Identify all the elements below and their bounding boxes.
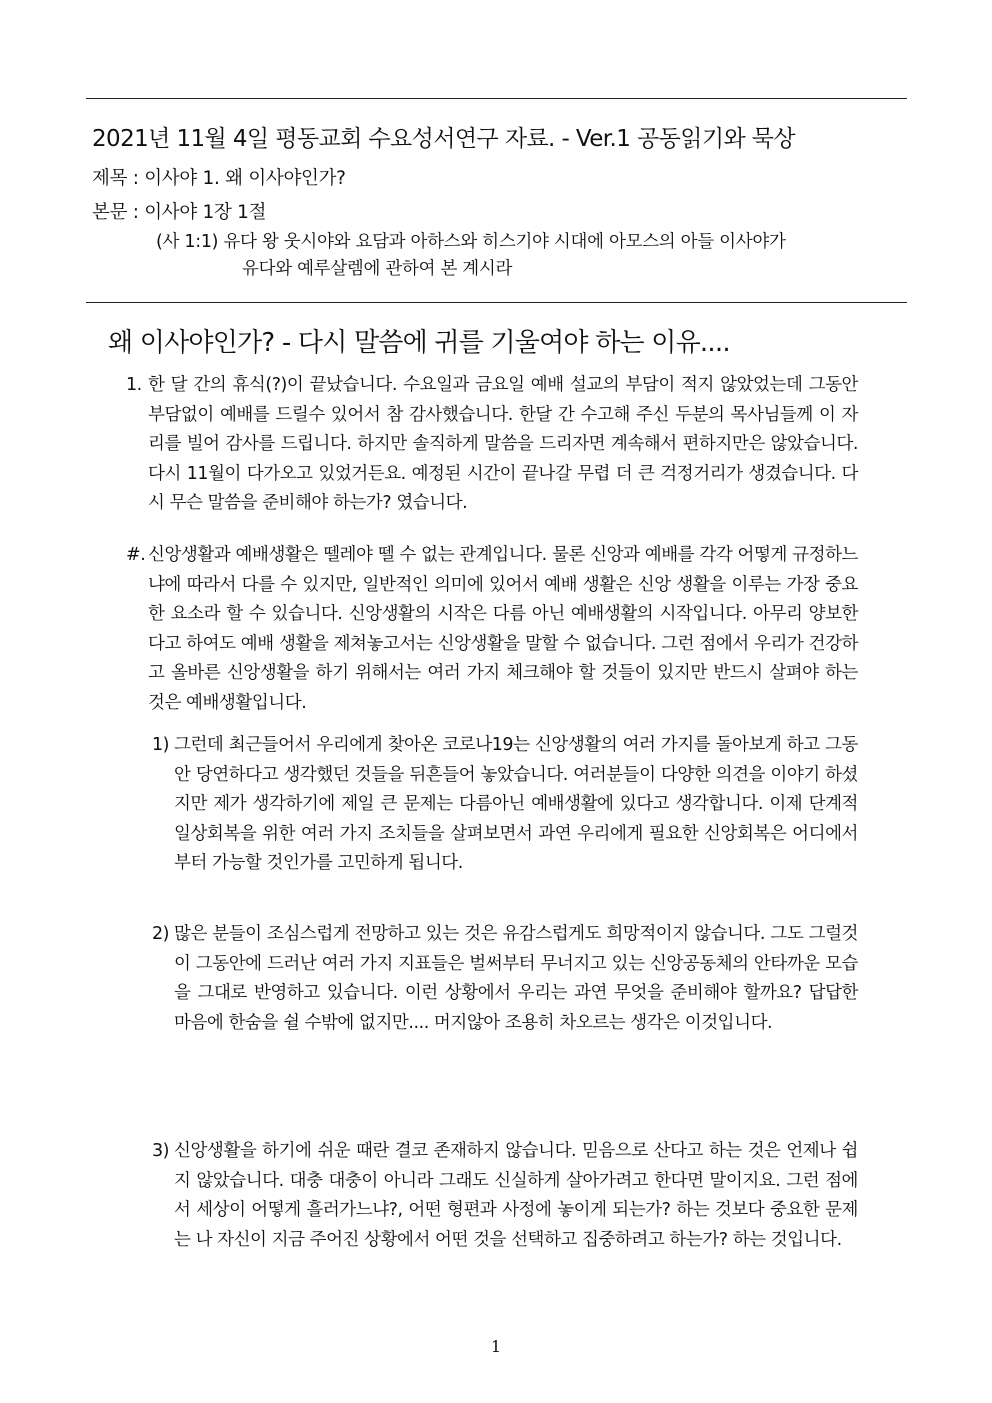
top-divider [86, 98, 907, 99]
paragraph [152, 1137, 858, 1255]
paragraph-marker: 1. [126, 375, 142, 395]
paragraph-text: 신앙생활을 하기에 쉬운 때란 결코 존재하지 않습니다. 믿음으로 산다고 하는 것은 언제나 쉽지 않았습니다. 대충 대충이 아니라 그래도 신실하게 살아가려고 한다면 말이지요. 그런 점에서 세상이 어떻게 흘러가느냐?, 어떤 형편과 사정에 놓이게 되는가? 하는 것보다 중요한 문제는 나 자신이 지금 주어진 상황에서 어떤 것을 선택하고 집중하려고 하는가? 하는 것입니다. [174, 1141, 858, 1250]
section-heading: 왜 이사야인가? - 다시 말씀에 귀를 기울여야 하는 이유.... [108, 328, 730, 358]
paragraph [152, 920, 858, 1038]
scripture-verse [156, 229, 866, 283]
paragraph-marker: 3) [152, 1141, 170, 1161]
paragraph [152, 731, 858, 879]
paragraph-text: 그런데 최근들어서 우리에게 찾아온 코로나19는 신앙생활의 여러 가지를 돌아보게 하고 그동안 당연하다고 생각했던 것들을 뒤흔들어 놓았습니다. 여러분들이 다양한 의견을 이야기 하셨지만 제가 생각하기에 제일 큰 문제는 다름아닌 예배생활에 있다고 생각합니다. 이제 단계적 일상회복을 위한 여러 가지 조치들을 살펴보면서 과연 우리에게 필요한 신앙회복은 어디에서부터 가능할 것인가를 고민하게 됩니다. [174, 735, 858, 873]
sermon-subject: 제목 : 이사야 1. 왜 이사야인가? [92, 168, 346, 189]
page-number: 1 [490, 1337, 502, 1356]
paragraph [126, 541, 858, 718]
paragraph-text: 신앙생활과 예배생활은 뗄레야 뗄 수 없는 관계입니다. 물론 신앙과 예배를 각각 어떻게 규정하느냐에 따라서 다를 수 있지만, 일반적인 의미에 있어서 예배 생활은 신앙 생활을 이루는 가장 중요한 요소라 할 수 있습니다. 신앙생활의 시작은 다름 아닌 예배생활의 시작입니다. 아무리 양보한다고 하여도 예배 생활을 제쳐놓고서는 신앙생활을 말할 수 없습니다. 그런 점에서 우리가 건강하고 올바른 신앙생활을 하기 위해서는 여러 가지 체크해야 할 것들이 있지만 반드시 살펴야 하는 것은 예배생활입니다. [148, 545, 858, 713]
paragraph-text: 많은 분들이 조심스럽게 전망하고 있는 것은 유감스럽게도 희망적이지 않습니다. 그도 그럴것이 그동안에 드러난 여러 가지 지표들은 벌써부터 무너지고 있는 신앙공동체의 안타까운 모습을 그대로 반영하고 있습니다. 이런 상황에서 우리는 과연 무엇을 준비해야 할까요? 답답한 마음에 한숨을 쉴 수밖에 없지만.... 머지않아 조용히 차오르는 생각은 이것입니다. [174, 924, 858, 1033]
verse-line: 유다와 예루살렘에 관하여 본 계시라 [242, 259, 513, 279]
header-divider [86, 302, 907, 303]
scripture-reference: 본문 : 이사야 1장 1절 [92, 202, 267, 223]
paragraph-marker: #. [126, 545, 146, 565]
paragraph [126, 371, 858, 519]
document-title: 2021년 11월 4일 평동교회 수요성서연구 자료. - Ver.1 공동읽기와 묵상 [92, 126, 796, 152]
paragraph-text: 한 달 간의 휴식(?)이 끝났습니다. 수요일과 금요일 예배 설교의 부담이 적지 않았었는데 그동안 부담없이 예배를 드릴수 있어서 참 감사했습니다. 한달 간 수고해 주신 두분의 목사님들께 이 자리를 빌어 감사를 드립니다. 하지만 솔직하게 말씀을 드리자면 계속해서 편하지만은 않았습니다. 다시 11월이 다가오고 있었거든요. 예정된 시간이 끝나갈 무렵 더 큰 걱정거리가 생겼습니다. 다시 무슨 말씀을 준비해야 하는가? 였습니다. [148, 375, 858, 513]
verse-line: (사 1:1) 유다 왕 웃시야와 요담과 아하스와 히스기야 시대에 아모스의 아들 이사야가 [156, 232, 786, 252]
paragraph-marker: 1) [152, 735, 170, 755]
paragraph-marker: 2) [152, 924, 170, 944]
